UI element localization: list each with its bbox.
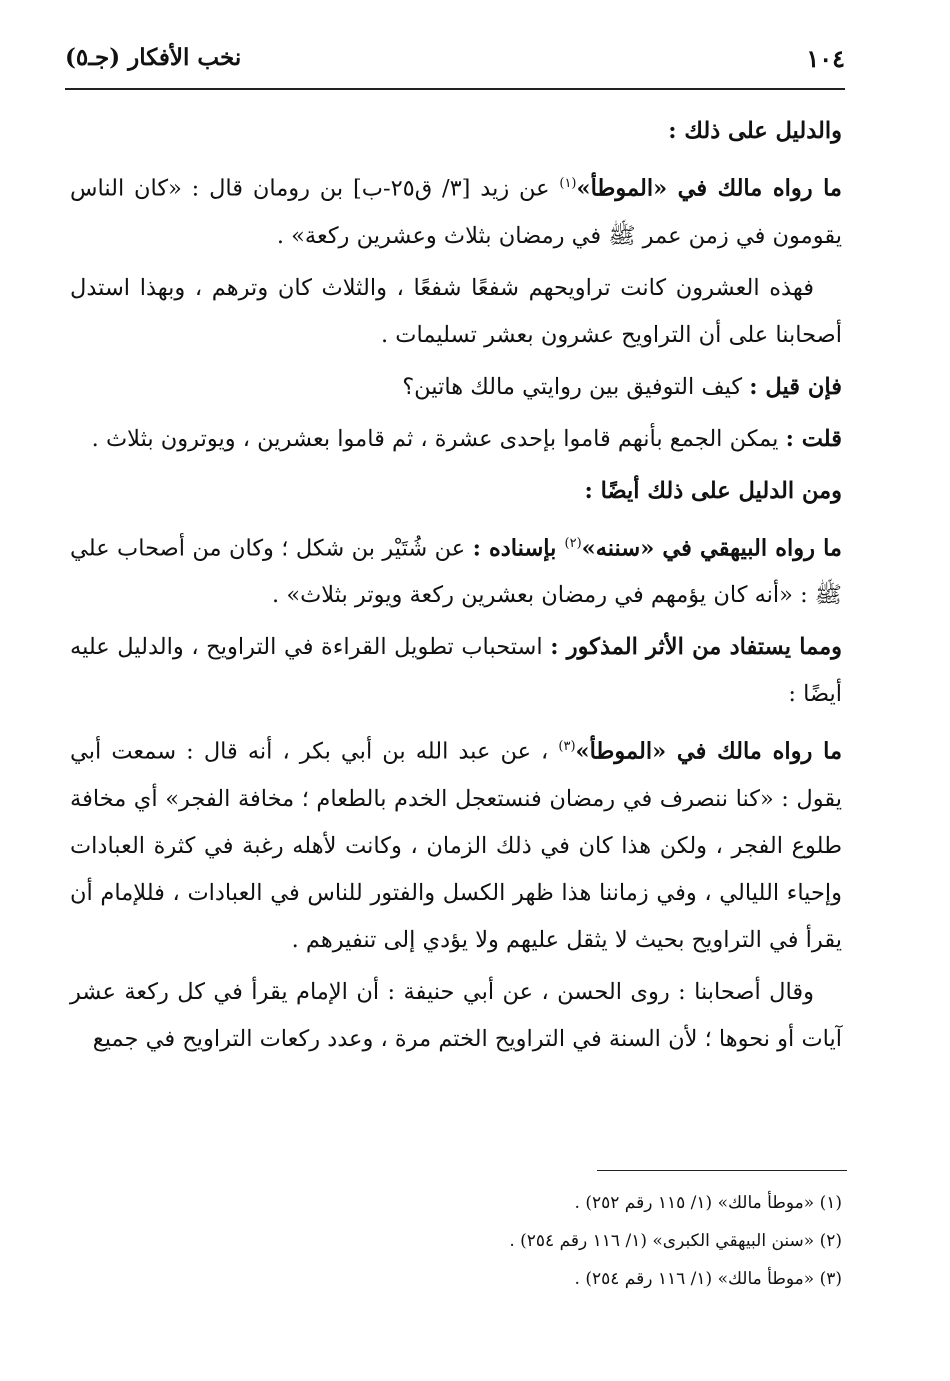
section-heading: والدليل على ذلك : [668,118,842,144]
paragraph [70,468,842,515]
main-text [70,108,842,1068]
footnote: (١) «موطأ مالك» (١/ ١١٥ رقم ٢٥٢) . [574,1193,842,1213]
running-title: نخب الأفكار (جـ٥) [65,44,242,71]
footnote-ref: (٣) [558,739,576,754]
paragraph: قلت : يمكن الجمع بأنهم قاموا بإحدى عشرة ، ثم قاموا بعشرين ، ويوترون بثلاث . [91,425,842,452]
paragraph: فإن قيل : كيف التوفيق بين روايتي مالك هاتين؟ [402,373,842,400]
paragraph [70,108,842,155]
paragraph: ما رواه مالك في «الموطأ»$^{(١)}$ عن زيد [٣/ ق٢٥-ب] بن رومان قال : «كان الناس يقومون في زمن عمر ﷺ في رمضان بثلاث وعشرين ركعة» . [70,175,842,249]
paragraph: وقال أصحابنا : روى الحسن ، عن أبي حنيفة : أن الإمام يقرأ في كل ركعة عشر آيات أو نحوها ؛ لأن السنة في التراويح الختم مرة ، وعدد ركعات التراويح في جميع [70,978,842,1052]
paragraph: فهذه العشرون كانت تراويحهم شفعًا شفعًا ، والثلاث كان وترهم ، وبهذا استدل أصحابنا على أن التراويح عشرون بعشر تسليمات . [70,274,842,348]
footnote-ref: (٢) [564,535,582,551]
paragraph: ما رواه البيهقي في «سننه»$^{(٢)}$ بإسناده : عن شُتَيْر بن شكل ؛ وكان من أصحاب علي ﷺ : «أنه كان يؤمهم في رمضان بعشرين ركعة ويوتر بثلاث» . [70,535,842,608]
page-number: ١٠٤ [806,44,845,73]
paragraph: ما رواه مالك في «الموطأ»$^{(٣)}$ ، عن عبد الله بن أبي بكر ، أنه قال : سمعت أبي يقول : «كنا ننصرف في رمضان فنستعجل الخدم بالطعام ؛ مخافة الفجر» أي مخافة طلوع الفجر ، ولكن هذا كان في ذلك الزمان ، وكانت لأهله رغبة في كثرة العبادات وإحياء الليالي ، وفي زماننا هذا ظهر الكسل والفتور للناس في العبادات ، فللإمام أن يقرأ في التراويح بحيث لا يثقل عليهم ولا يؤدي إلى تنفيرهم . [70,738,842,953]
footnote-ref: (١) [559,176,577,191]
footnote-divider [597,1170,847,1171]
footnotes [70,1184,842,1298]
page-header [65,40,845,90]
footnote: (٣) «موطأ مالك» (١/ ١١٦ رقم ٢٥٤) . [574,1269,842,1289]
footnote: (٢) «سنن البيهقي الكبرى» (١/ ١١٦ رقم ٢٥٤) . [509,1231,842,1251]
paragraph: ومما يستفاد من الأثر المذكور : استحباب تطويل القراءة في التراويح ، والدليل عليه أيضًا : [70,634,842,707]
section-heading: ومن الدليل على ذلك أيضًا : [584,477,842,504]
